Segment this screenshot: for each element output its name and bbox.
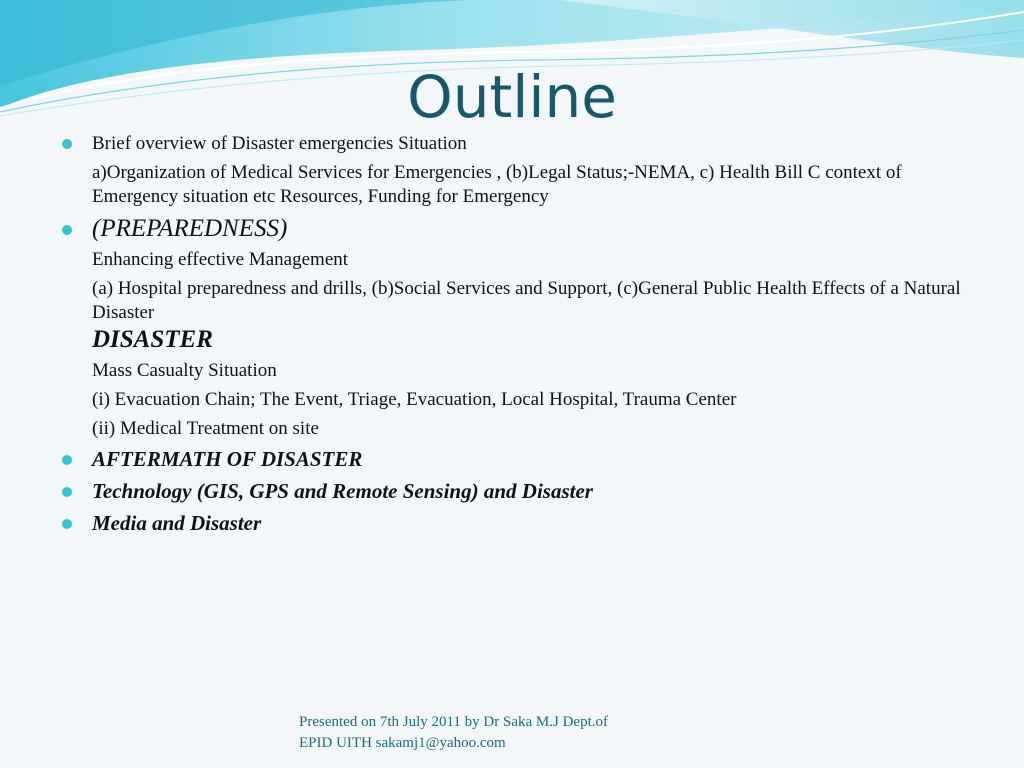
list-item [62, 478, 982, 505]
list-item [62, 417, 982, 441]
list-item-text: a)Organization of Medical Services for Emergencies , (b)Legal Status;-NEMA, c) Health Bill C context of Emergency situation etc Resources, Funding for Emergency [92, 162, 902, 207]
footer-line: EPID UITH sakamj1@yahoo.com [299, 735, 506, 751]
list-item [62, 388, 982, 412]
footer-line: Presented on 7th July 2011 by Dr Saka M.J Dept.of [299, 714, 608, 730]
list-item-heading: AFTERMATH OF DISASTER [92, 447, 363, 471]
bullet-icon [62, 139, 72, 149]
bullet-icon [62, 455, 72, 465]
outline-list [62, 132, 982, 542]
list-item-text: Mass Casualty Situation [92, 360, 277, 381]
list-item-heading: Media and Disaster [92, 511, 262, 535]
list-item [62, 248, 982, 272]
list-item [62, 214, 982, 244]
list-item-text: Enhancing effective Management [92, 249, 349, 270]
list-item [62, 277, 982, 325]
list-item-text: (a) Hospital preparedness and drills, (b)Social Services and Support, (c)General Public Health Effects of a Natural Disaster [92, 278, 961, 323]
list-item [62, 359, 982, 383]
list-item-text: Brief overview of Disaster emergencies Situation [92, 133, 467, 154]
list-item-heading: DISASTER [92, 326, 213, 353]
list-item [62, 446, 982, 473]
list-item [62, 161, 982, 209]
slide-footer [299, 712, 719, 754]
list-item-text: (ii) Medical Treatment on site [92, 418, 319, 439]
list-item [62, 510, 982, 537]
bullet-icon [62, 519, 72, 529]
bullet-icon [62, 225, 72, 235]
bullet-icon [62, 487, 72, 497]
list-item [62, 325, 982, 355]
list-item-heading: (PREPAREDNESS) [92, 215, 288, 242]
list-item [62, 132, 982, 156]
list-item-text: (i) Evacuation Chain; The Event, Triage, Evacuation, Local Hospital, Trauma Center [92, 389, 737, 410]
slide-title: Outline [407, 63, 617, 131]
list-item-heading: Technology (GIS, GPS and Remote Sensing) and Disaster [92, 479, 593, 503]
